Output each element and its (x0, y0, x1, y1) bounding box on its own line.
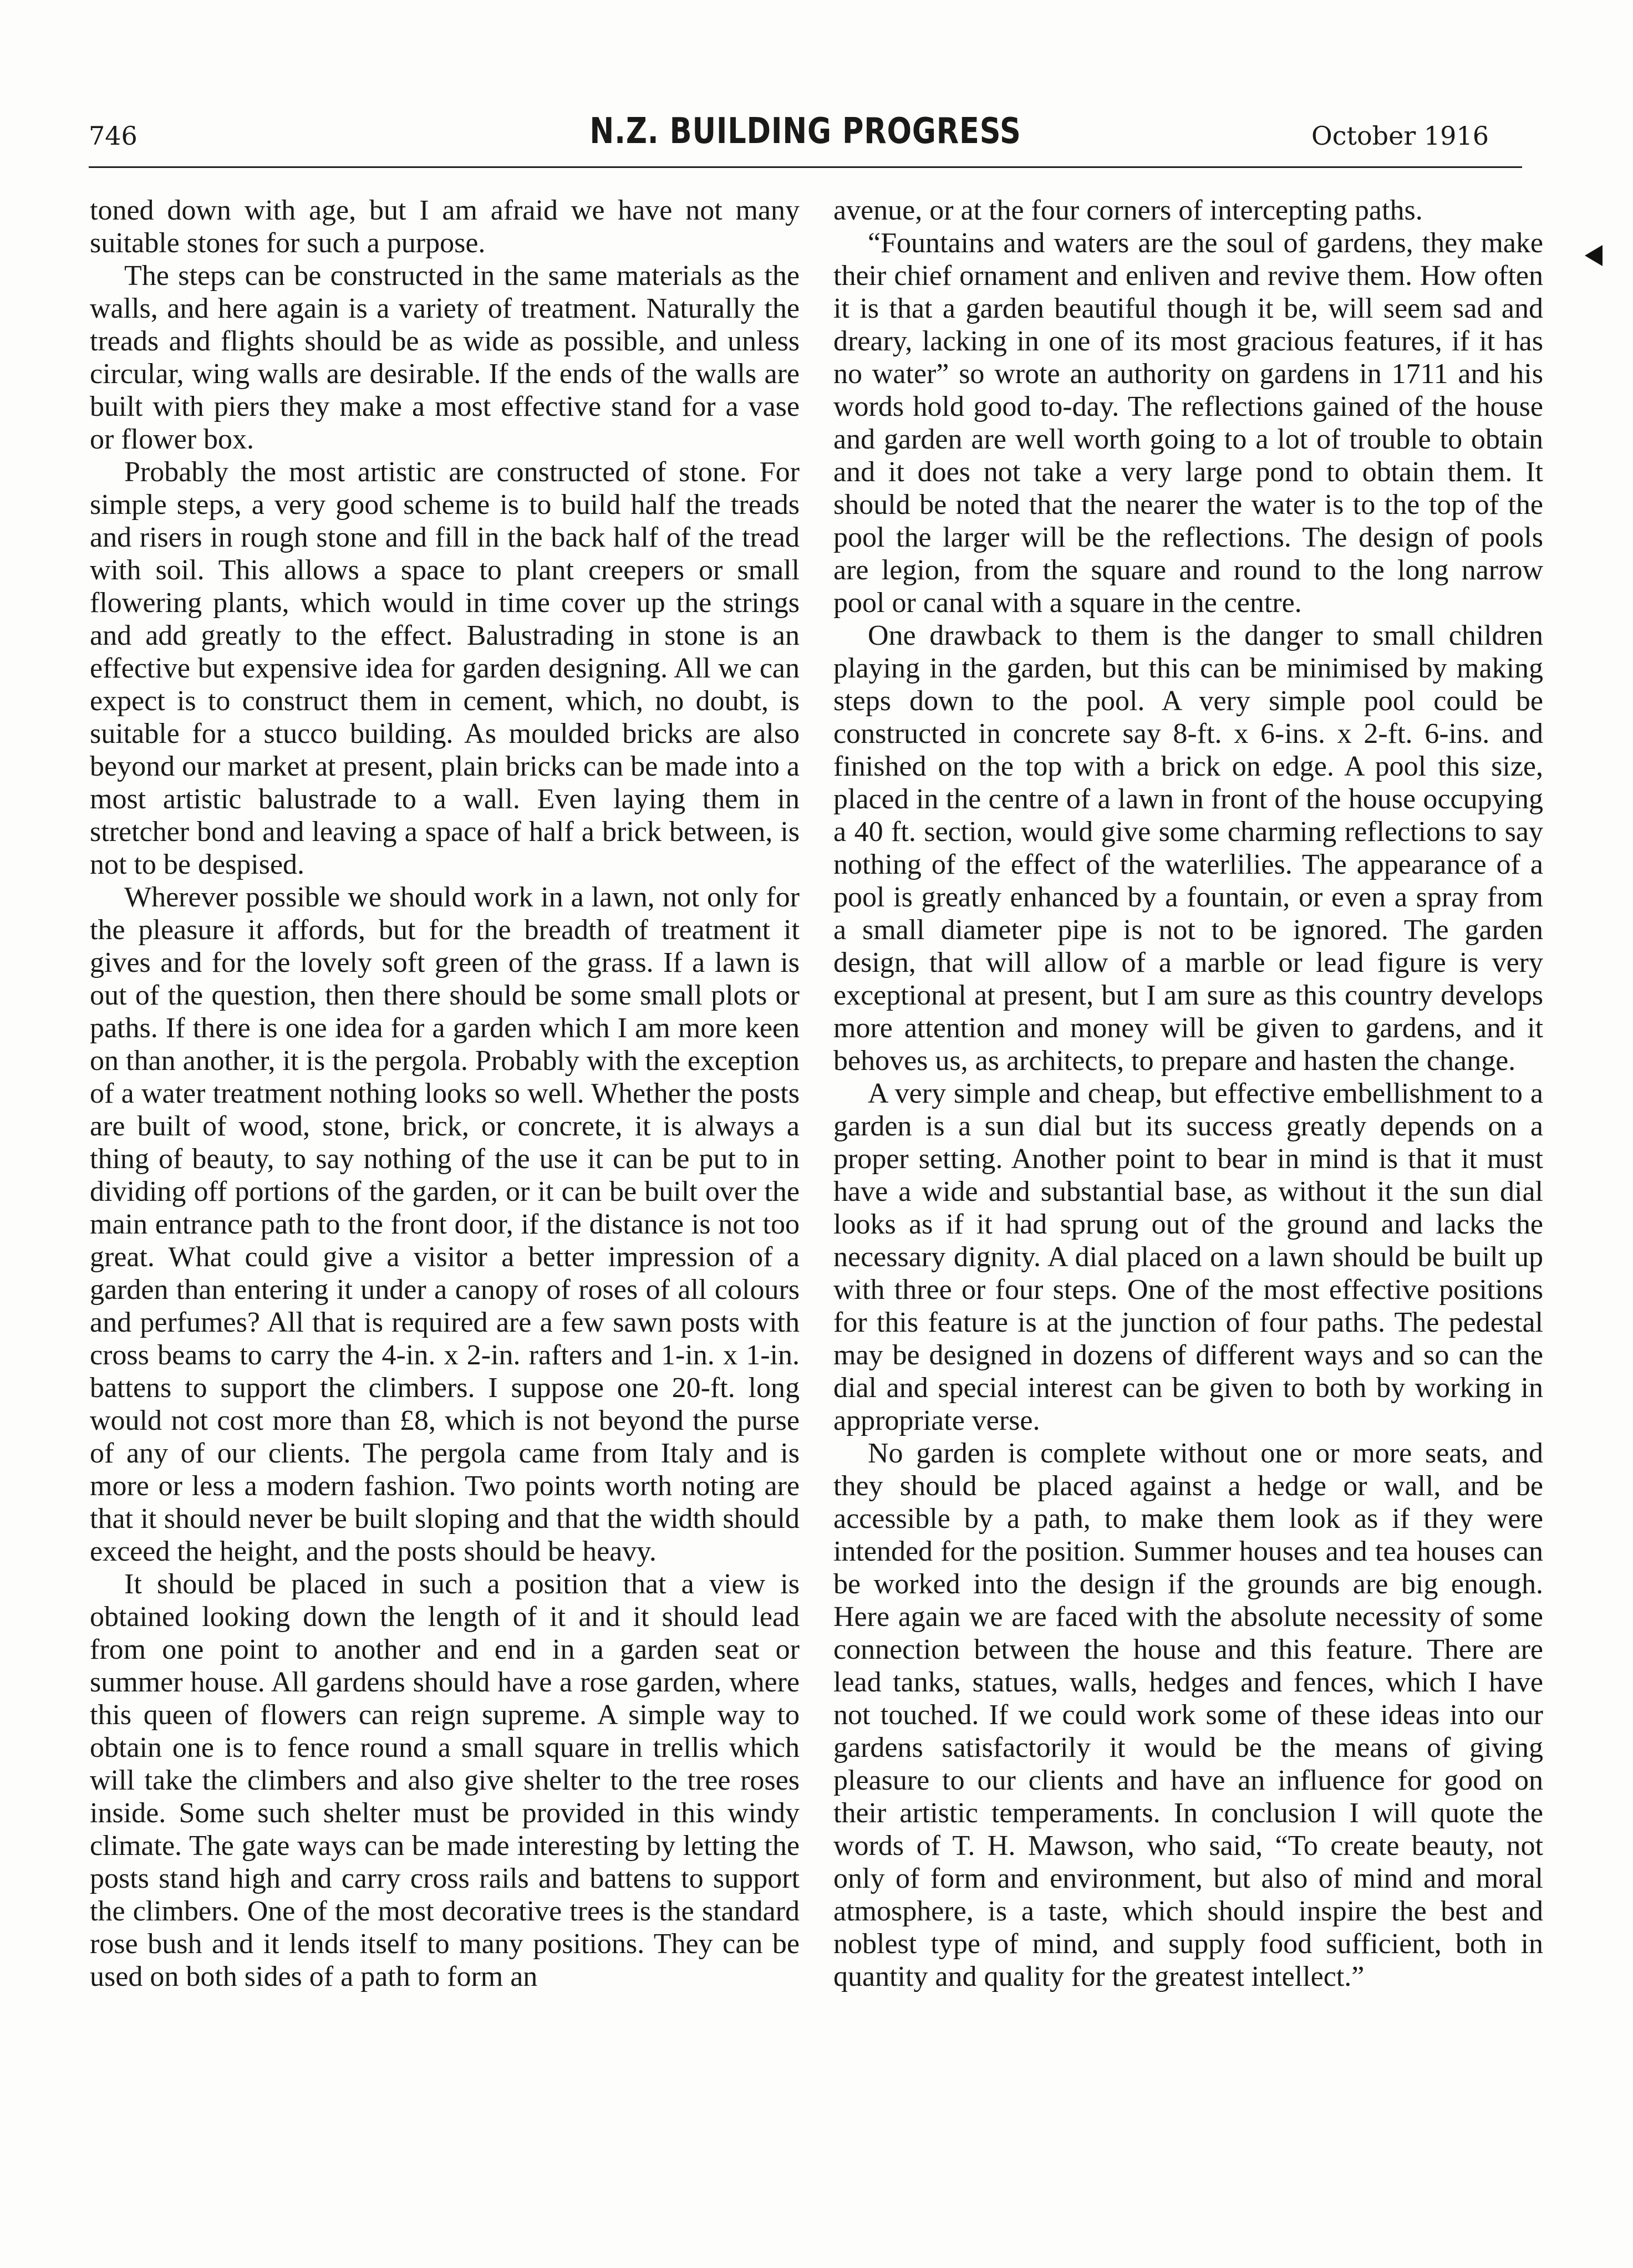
paragraph: “Fountains and waters are the soul of gardens, they make their chief ornament and enliven and revive them. How often it is that a garden beautiful though it be, will seem sad and dreary, lacking in one of its most gracious features, if it has no water” so wrote an authority on gardens in 1711 and his words hold good to-day. The reflections gained of the house and garden are well worth going to a lot of trouble to obtain and it does not take a very large pond to obtain them. It should be noted that the nearer the water is to the top of the pool the larger will be the reflections. The design of pools are legion, from the square and round to the long narrow pool or canal with a square in the centre. (833, 227, 1543, 619)
right-column (833, 194, 1543, 1993)
paragraph: avenue, or at the four corners of intercepting paths. (833, 195, 1423, 226)
paragraph: It should be placed in such a position that a view is obtained looking down the length of it and it should lead from one point to another and end in a garden seat or summer house. All gardens should have a rose garden, where this queen of flowers can reign supreme. A simple way to obtain one is to fence round a small square in trellis which will take the climbers and also give shelter to the tree roses inside. Some such shelter must be provided in this windy climate. The gate ways can be made interesting by letting the posts stand high and carry cross rails and battens to support the climbers. One of the most decorative trees is the standard rose bush and it lends itself to many positions. They can be used on both sides of a path to form an (90, 1568, 800, 1992)
paragraph: The steps can be constructed in the same materials as the walls, and here again is a variety of treatment. Naturally the treads and flights should be as wide as possible, and unless circular, wing walls are desirable. If the ends of the walls are built with piers they make a most effective stand for a vase or flower box. (90, 260, 800, 455)
paragraph: Wherever possible we should work in a lawn, not only for the pleasure it affords, but for the breadth of treatment it gives and for the lovely soft green of the grass. If a lawn is out of the question, then there should be some small plots or paths. If there is one idea for a garden which I am more keen on than another, it is the pergola. Probably with the exception of a water treatment nothing looks so well. Whether the posts are built of wood, stone, brick, or concrete, it is always a thing of beauty, to say nothing of the use it can be put to in dividing off portions of the garden, or it can be built over the main entrance path to the front door, if the distance is not too great. What could give a visitor a better impression of a garden than entering it under a canopy of roses of all colours and perfumes? All that is required are a few sawn posts with cross beams to carry the 4-in. x 2-in. rafters and 1-in. x 1-in. battens to support the climbers. I suppose one 20-ft. long would not cost more than £8, which is not beyond the purse of any of our clients. The pergola came from Italy and is more or less a modern fashion. Two points worth noting are that it should never be built sloping and that the width should exceed the height, and the posts should be heavy. (90, 881, 800, 1567)
paragraph: Probably the most artistic are constructed of stone. For simple steps, a very good scheme is to build half the treads and risers in rough stone and fill in the back half of the tread with soil. This allows a space to plant creepers or small flowering plants, which would in time cover up the strings and add greatly to the effect. Balustrading in stone is an effective but expensive idea for garden designing. All we can expect is to construct them in cement, which, no doubt, is suitable for a stucco building. As moulded bricks are also beyond our market at present, plain bricks can be made into a most artistic balustrade to a wall. Even laying them in stretcher bond and leaving a space of half a brick between, is not to be despised. (90, 456, 800, 880)
left-column (90, 194, 800, 1993)
issue-date: October 1916 (1311, 121, 1489, 151)
page-header (89, 111, 1522, 168)
page-number: 746 (89, 121, 138, 151)
paragraph: A very simple and cheap, but effective embellishment to a garden is a sun dial but its success greatly depends on a proper setting. Another point to bear in mind is that it must have a wide and substantial base, as without it the sun dial looks as if it had sprung out of the ground and lacks the necessary dignity. A dial placed on a lawn should be built up with three or four steps. One of the most effective positions for this feature is at the junction of four paths. The pedestal may be designed in dozens of different ways and so can the dial and special interest can be given to both by working in appropriate verse. (833, 1078, 1543, 1436)
paragraph: No garden is complete without one or more seats, and they should be placed against a hedge or wall, and be accessible by a path, to make them look as if they were intended for the position. Summer houses and tea houses can be worked into the design if the grounds are big enough. Here again we are faced with the absolute necessity of some connection between the house and this feature. There are lead tanks, statues, walls, hedges and fences, which I have not touched. If we could work some of these ideas into our gardens satisfactorily it would be the means of giving pleasure to our clients and have an influence for good on their artistic temperaments. In conclusion I will quote the words of T. H. Mawson, who said, “To create beauty, not only of form and environment, but also of mind and moral atmosphere, is a taste, which should inspire the best and noblest type of mind, and supply food sufficient, both in quantity and quality for the greatest intellect.” (833, 1438, 1543, 1992)
margin-arrow-icon (1585, 245, 1603, 266)
masthead-title: N.Z. BUILDING PROGRESS (589, 111, 1021, 152)
paragraph: toned down with age, but I am afraid we have not many suitable stones for such a purpose. (90, 195, 800, 259)
paragraph: One drawback to them is the danger to small children playing in the garden, but this can be minimised by making steps down to the pool. A very simple pool could be constructed in concrete say 8-ft. x 6-ins. x 2-ft. 6-ins. and finished on the top with a brick on edge. A pool this size, placed in the centre of a lawn in front of the house occupying a 40 ft. section, would give some charming reflections to say nothing of the effect of the waterlilies. The appearance of a pool is greatly enhanced by a fountain, or even a spray from a small diameter pipe is not to be ignored. The garden design, that will allow of a marble or lead figure is very exceptional at present, but I am sure as this country develops more attention and money will be given to gardens, and it behoves us, as architects, to prepare and hasten the change. (833, 620, 1543, 1077)
